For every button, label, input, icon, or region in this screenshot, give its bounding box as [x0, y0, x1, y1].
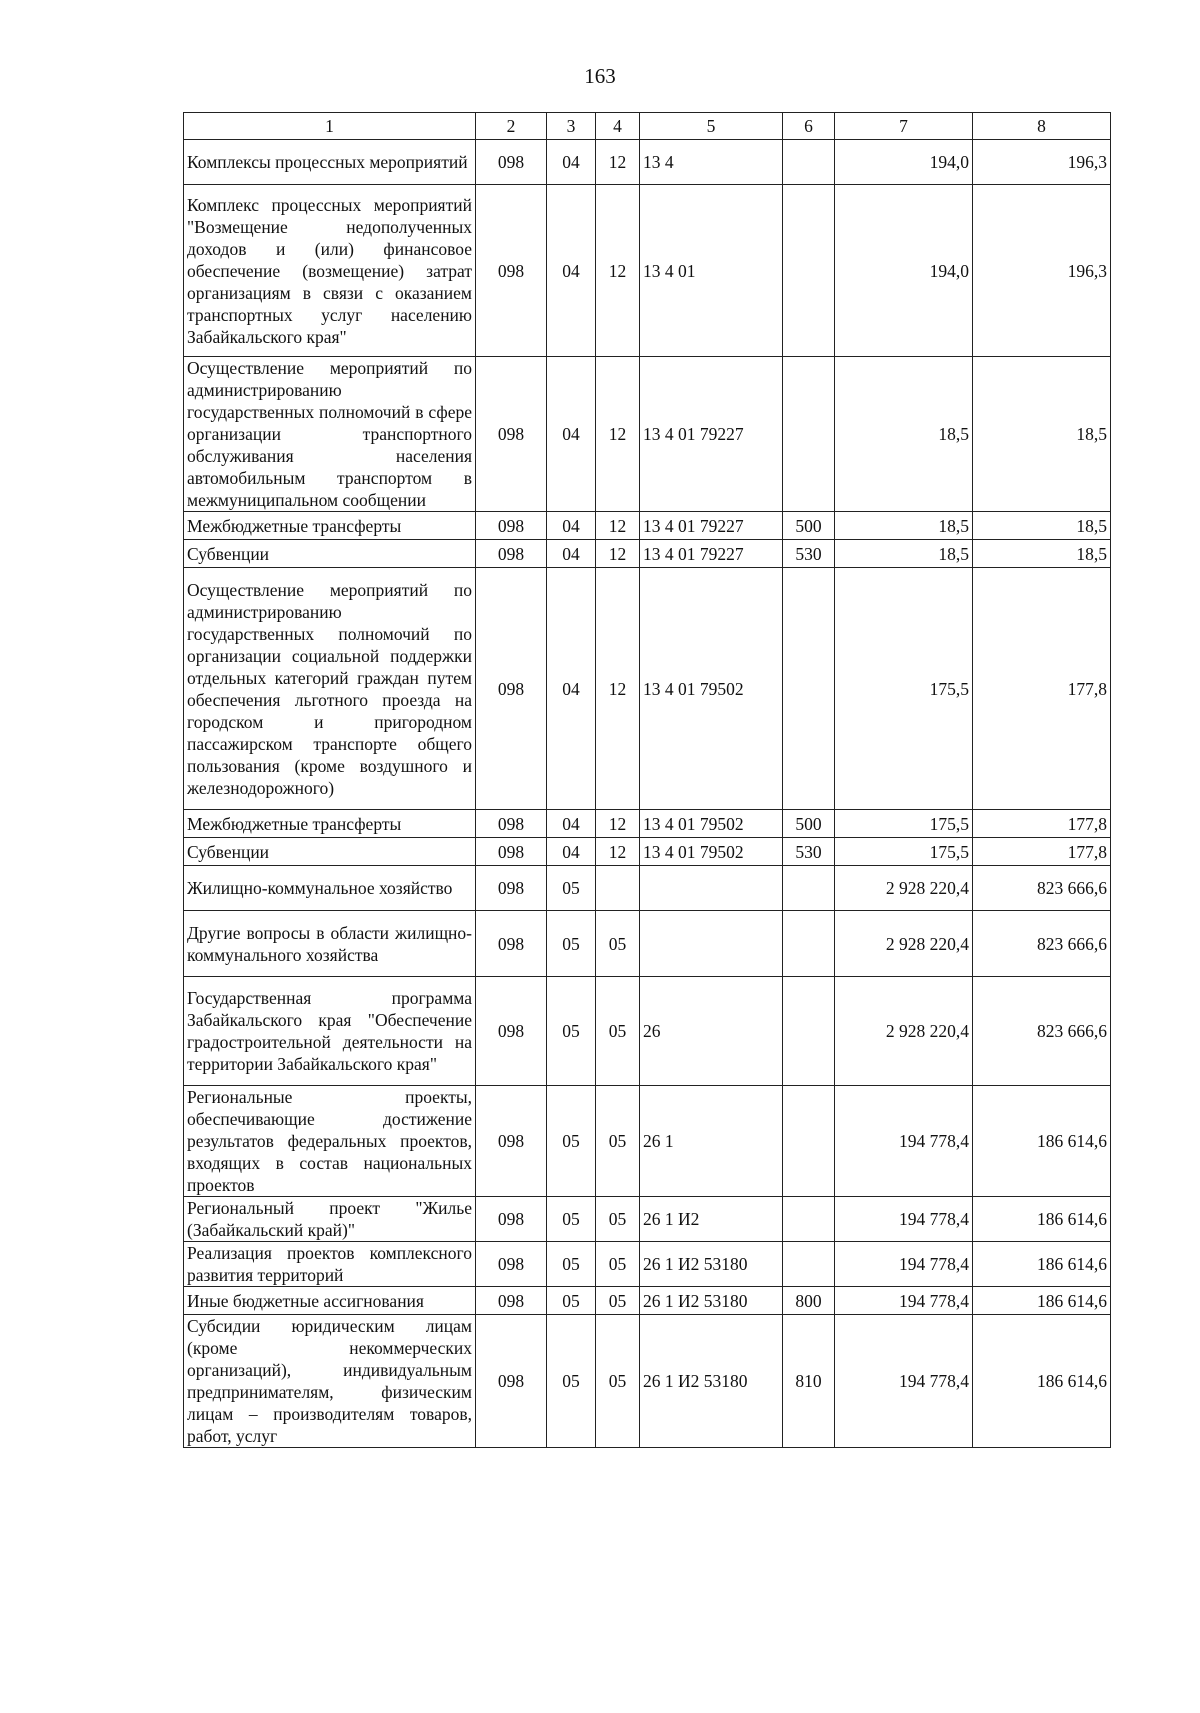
amount-year2-cell: 18,5	[973, 512, 1111, 540]
amount-year1-cell: 194 778,4	[835, 1287, 973, 1315]
row-name-cell: Государственная программа Забайкальского края "Обеспечение градостроительной деятельности на территории Забайкальского края"	[184, 977, 476, 1086]
amount-year2-cell: 18,5	[973, 540, 1111, 568]
amount-year1-cell: 175,5	[835, 568, 973, 810]
amount-year2-cell: 823 666,6	[973, 977, 1111, 1086]
section-code-cell: 05	[547, 977, 596, 1086]
row-name-cell: Субвенции	[184, 540, 476, 568]
target-article-cell: 26 1 И2 53180	[640, 1287, 783, 1315]
target-article-cell: 26 1 И2 53180	[640, 1315, 783, 1448]
section-code-cell: 04	[547, 568, 596, 810]
column-header: 7	[835, 113, 973, 140]
amount-year2-cell: 177,8	[973, 568, 1111, 810]
section-code-cell: 05	[547, 1315, 596, 1448]
target-article-cell: 13 4	[640, 140, 783, 185]
amount-year1-cell: 175,5	[835, 810, 973, 838]
subsection-code-cell: 12	[596, 540, 640, 568]
admin-code-cell: 098	[476, 977, 547, 1086]
target-article-cell: 13 4 01 79227	[640, 540, 783, 568]
expense-type-cell	[783, 1197, 835, 1242]
section-code-cell: 05	[547, 1197, 596, 1242]
row-name-cell: Субсидии юридическим лицам (кроме некоммерческих организаций), индивидуальным предпринимателям, физическим лицам – производителям товаров, работ, услуг	[184, 1315, 476, 1448]
section-code-cell: 05	[547, 1242, 596, 1287]
target-article-cell: 13 4 01	[640, 185, 783, 357]
row-name-cell: Жилищно-коммунальное хозяйство	[184, 866, 476, 911]
table-row	[184, 1287, 1111, 1315]
target-article-cell: 26 1	[640, 1086, 783, 1197]
subsection-code-cell: 05	[596, 1315, 640, 1448]
subsection-code-cell: 05	[596, 1197, 640, 1242]
amount-year1-cell: 194 778,4	[835, 1242, 973, 1287]
subsection-code-cell: 05	[596, 1086, 640, 1197]
table-row	[184, 568, 1111, 810]
amount-year2-cell: 186 614,6	[973, 1197, 1111, 1242]
amount-year1-cell: 18,5	[835, 357, 973, 512]
table-row	[184, 140, 1111, 185]
amount-year2-cell: 186 614,6	[973, 1242, 1111, 1287]
row-name-cell: Субвенции	[184, 838, 476, 866]
admin-code-cell: 098	[476, 568, 547, 810]
subsection-code-cell: 12	[596, 140, 640, 185]
table-row	[184, 810, 1111, 838]
expense-type-cell	[783, 357, 835, 512]
section-code-cell: 04	[547, 810, 596, 838]
row-name-cell: Комплексы процессных мероприятий	[184, 140, 476, 185]
amount-year1-cell: 2 928 220,4	[835, 911, 973, 977]
amount-year1-cell: 2 928 220,4	[835, 866, 973, 911]
admin-code-cell: 098	[476, 540, 547, 568]
expense-type-cell: 500	[783, 512, 835, 540]
table-row	[184, 512, 1111, 540]
admin-code-cell: 098	[476, 1242, 547, 1287]
column-header: 2	[476, 113, 547, 140]
target-article-cell: 26	[640, 977, 783, 1086]
admin-code-cell: 098	[476, 1086, 547, 1197]
table-row	[184, 185, 1111, 357]
amount-year1-cell: 194 778,4	[835, 1315, 973, 1448]
amount-year1-cell: 194,0	[835, 185, 973, 357]
subsection-code-cell: 12	[596, 357, 640, 512]
column-header: 5	[640, 113, 783, 140]
section-code-cell: 05	[547, 1086, 596, 1197]
column-header: 8	[973, 113, 1111, 140]
amount-year1-cell: 194 778,4	[835, 1086, 973, 1197]
amount-year2-cell: 823 666,6	[973, 911, 1111, 977]
expense-type-cell	[783, 911, 835, 977]
expense-type-cell: 500	[783, 810, 835, 838]
expense-type-cell	[783, 977, 835, 1086]
target-article-cell: 13 4 01 79502	[640, 838, 783, 866]
column-header: 1	[184, 113, 476, 140]
target-article-cell: 13 4 01 79227	[640, 357, 783, 512]
section-code-cell: 04	[547, 140, 596, 185]
table-row	[184, 540, 1111, 568]
budget-table	[183, 112, 1111, 1448]
section-code-cell: 05	[547, 1287, 596, 1315]
section-code-cell: 04	[547, 512, 596, 540]
amount-year2-cell: 823 666,6	[973, 866, 1111, 911]
section-code-cell: 05	[547, 866, 596, 911]
amount-year2-cell: 18,5	[973, 357, 1111, 512]
section-code-cell: 04	[547, 838, 596, 866]
table-body	[184, 140, 1111, 1448]
admin-code-cell: 098	[476, 1197, 547, 1242]
amount-year2-cell: 177,8	[973, 838, 1111, 866]
subsection-code-cell: 12	[596, 838, 640, 866]
expense-type-cell	[783, 568, 835, 810]
admin-code-cell: 098	[476, 838, 547, 866]
subsection-code-cell	[596, 866, 640, 911]
admin-code-cell: 098	[476, 911, 547, 977]
admin-code-cell: 098	[476, 357, 547, 512]
table-row	[184, 838, 1111, 866]
amount-year1-cell: 194,0	[835, 140, 973, 185]
section-code-cell: 04	[547, 357, 596, 512]
admin-code-cell: 098	[476, 512, 547, 540]
subsection-code-cell: 12	[596, 185, 640, 357]
table-row	[184, 1086, 1111, 1197]
target-article-cell: 13 4 01 79502	[640, 810, 783, 838]
amount-year2-cell: 186 614,6	[973, 1086, 1111, 1197]
amount-year1-cell: 18,5	[835, 512, 973, 540]
section-code-cell: 04	[547, 185, 596, 357]
row-name-cell: Межбюджетные трансферты	[184, 810, 476, 838]
row-name-cell: Иные бюджетные ассигнования	[184, 1287, 476, 1315]
target-article-cell: 13 4 01 79227	[640, 512, 783, 540]
expense-type-cell: 530	[783, 540, 835, 568]
expense-type-cell: 810	[783, 1315, 835, 1448]
expense-type-cell: 530	[783, 838, 835, 866]
amount-year2-cell: 186 614,6	[973, 1287, 1111, 1315]
table-row	[184, 977, 1111, 1086]
subsection-code-cell: 05	[596, 1242, 640, 1287]
admin-code-cell: 098	[476, 1315, 547, 1448]
target-article-cell: 13 4 01 79502	[640, 568, 783, 810]
amount-year1-cell: 2 928 220,4	[835, 977, 973, 1086]
row-name-cell: Реализация проектов комплексного развития территорий	[184, 1242, 476, 1287]
subsection-code-cell: 12	[596, 568, 640, 810]
expense-type-cell	[783, 1086, 835, 1197]
admin-code-cell: 098	[476, 1287, 547, 1315]
table-row	[184, 911, 1111, 977]
admin-code-cell: 098	[476, 140, 547, 185]
row-name-cell: Осуществление мероприятий по администрированию государственных полномочий по организации социальной поддержки отдельных категорий граждан путем обеспечения льготного проезда на городском и пригородном пассажирском транспорте общего пользования (кроме воздушного и железнодорожного)	[184, 568, 476, 810]
amount-year1-cell: 18,5	[835, 540, 973, 568]
amount-year2-cell: 196,3	[973, 140, 1111, 185]
table-row	[184, 1242, 1111, 1287]
target-article-cell	[640, 866, 783, 911]
column-header: 6	[783, 113, 835, 140]
expense-type-cell: 800	[783, 1287, 835, 1315]
amount-year1-cell: 175,5	[835, 838, 973, 866]
row-name-cell: Региональный проект "Жилье (Забайкальский край)"	[184, 1197, 476, 1242]
row-name-cell: Межбюджетные трансферты	[184, 512, 476, 540]
expense-type-cell	[783, 140, 835, 185]
amount-year2-cell: 186 614,6	[973, 1315, 1111, 1448]
admin-code-cell: 098	[476, 866, 547, 911]
subsection-code-cell: 12	[596, 810, 640, 838]
page-number: 163	[584, 64, 616, 88]
amount-year2-cell: 196,3	[973, 185, 1111, 357]
column-header: 4	[596, 113, 640, 140]
row-name-cell: Комплекс процессных мероприятий "Возмещение недополученных доходов и (или) финансовое обеспечение (возмещение) затрат организациям в связи с оказанием транспортных услуг населению Забайкальского края"	[184, 185, 476, 357]
table-row	[184, 1197, 1111, 1242]
admin-code-cell: 098	[476, 810, 547, 838]
amount-year1-cell: 194 778,4	[835, 1197, 973, 1242]
subsection-code-cell: 05	[596, 977, 640, 1086]
expense-type-cell	[783, 185, 835, 357]
expense-type-cell	[783, 1242, 835, 1287]
section-code-cell: 05	[547, 911, 596, 977]
subsection-code-cell: 05	[596, 1287, 640, 1315]
expense-type-cell	[783, 866, 835, 911]
section-code-cell: 04	[547, 540, 596, 568]
admin-code-cell: 098	[476, 185, 547, 357]
table-row	[184, 1315, 1111, 1448]
row-name-cell: Региональные проекты, обеспечивающие достижение результатов федеральных проектов, входящих в состав национальных проектов	[184, 1086, 476, 1197]
subsection-code-cell: 05	[596, 911, 640, 977]
column-header: 3	[547, 113, 596, 140]
row-name-cell: Осуществление мероприятий по администрированию государственных полномочий в сфере организации транспортного обслуживания населения автомобильным транспортом в межмуниципальном сообщении	[184, 357, 476, 512]
target-article-cell: 26 1 И2	[640, 1197, 783, 1242]
table-row	[184, 357, 1111, 512]
amount-year2-cell: 177,8	[973, 810, 1111, 838]
target-article-cell: 26 1 И2 53180	[640, 1242, 783, 1287]
table-header-row	[184, 113, 1111, 140]
target-article-cell	[640, 911, 783, 977]
row-name-cell: Другие вопросы в области жилищно-коммунального хозяйства	[184, 911, 476, 977]
table-row	[184, 866, 1111, 911]
subsection-code-cell: 12	[596, 512, 640, 540]
